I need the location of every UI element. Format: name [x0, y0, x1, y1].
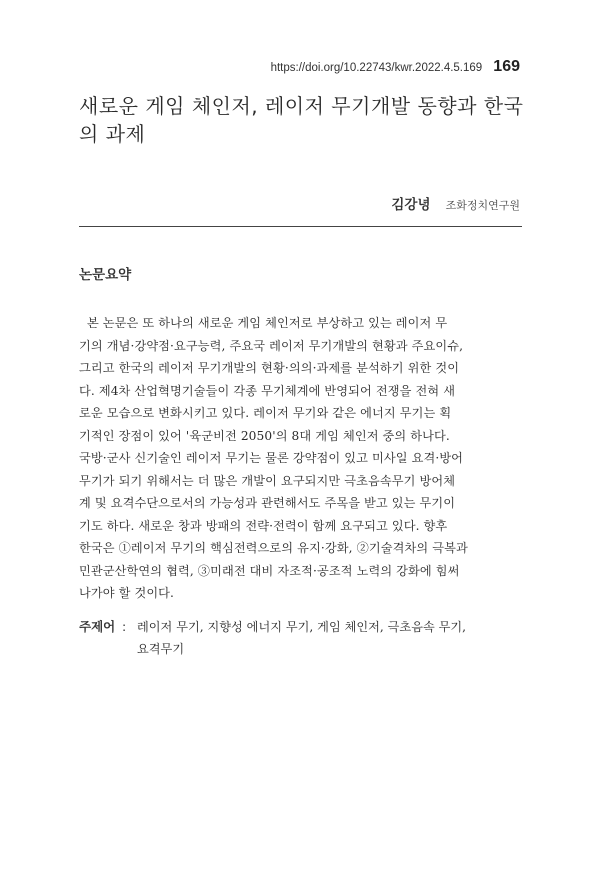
abstract-line: 무기가 되기 위해서는 더 많은 개발이 요구되지만 극초음속무기 방어체: [79, 473, 456, 488]
author-line: [200, 193, 520, 213]
keywords-line: 요격무기: [137, 642, 185, 656]
author-name: 김강녕: [391, 197, 431, 213]
abstract-line: 한국은 ①레이저 무기의 핵심전력으로의 유지·강화, ②기술격차의 극복과: [79, 541, 468, 555]
paper-title-line: 새로운 게임 체인저, 레이저 무기개발 동향과 한국: [79, 94, 524, 118]
abstract-line: 다. 제4차 산업혁명기술들이 각종 무기체계에 반영되어 전쟁을 전혀 새: [79, 383, 456, 398]
title-divider: [79, 226, 522, 227]
abstract-line: 민관군산학연의 협력, ③미래전 대비 자조적·공조적 노력의 강화에 힘써: [79, 563, 460, 578]
abstract-line: 본 논문은 또 하나의 새로운 게임 체인저로 부상하고 있는 레이저 무: [79, 316, 448, 330]
abstract-line: 그리고 한국의 레이저 무기개발의 현황·의의·과제를 분석하기 위한 것이: [79, 361, 460, 375]
page-number: 169: [493, 58, 520, 75]
abstract-line: 나가야 할 것이다.: [79, 586, 175, 600]
paper-title-line: 의 과제: [79, 122, 146, 146]
abstract-line: 국방·군사 신기술인 레이저 무기는 물론 강약점이 있고 미사일 요격·방어: [79, 451, 464, 465]
keywords-colon: :: [122, 619, 127, 634]
doi-link[interactable]: https://doi.org/10.22743/kwr.2022.4.5.169: [270, 62, 483, 74]
keywords-label: 주제어: [79, 619, 116, 634]
abstract-line: 로운 모습으로 변화시키고 있다. 레이저 무기와 같은 에너지 무기는 획: [79, 406, 452, 420]
abstract-line: 계 및 요격수단으로서의 가능성과 관련해서도 주목을 받고 있는 무기이: [79, 496, 456, 510]
page-header: [200, 56, 520, 76]
keywords-line: 레이저 무기, 지향성 에너지 무기, 게임 체인저, 극초음속 무기,: [137, 620, 467, 634]
abstract-line: 기적인 장점이 있어 '육군비전 2050'의 8대 게임 체인저 중의 하나다.: [79, 428, 450, 443]
paper-title: [79, 92, 524, 148]
abstract-heading: 논문요약: [79, 267, 132, 283]
abstract-line: 기의 개념·강약점·요구능력, 주요국 레이저 무기개발의 현황과 주요이슈,: [79, 338, 464, 353]
abstract-line: 기도 하다. 새로운 창과 방패의 전략·전력이 함께 요구되고 있다. 향후: [79, 518, 448, 533]
abstract-body: [79, 312, 522, 605]
author-affiliation: 조화정치연구원: [445, 199, 520, 212]
